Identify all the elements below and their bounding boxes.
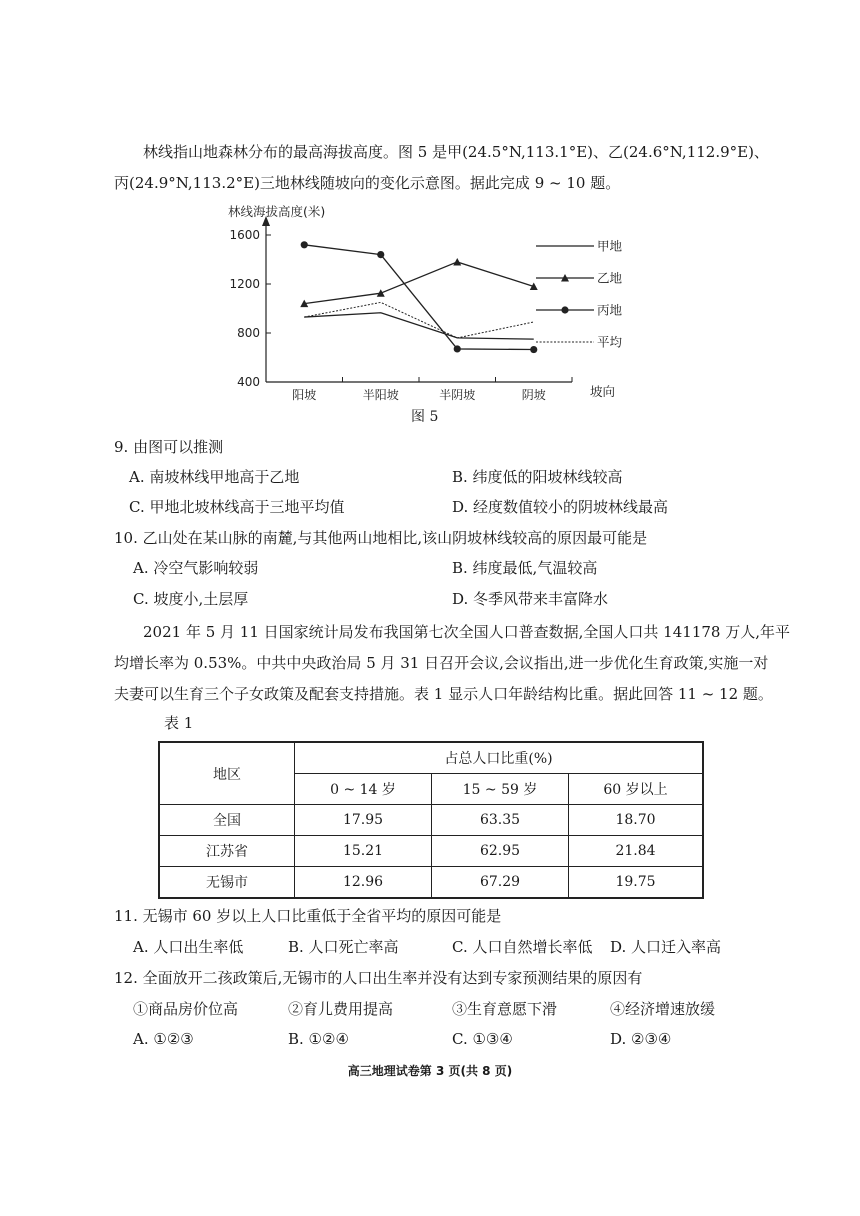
q9-option-c[interactable]: C. 甲地北坡林线高于三地平均值 xyxy=(129,498,345,516)
series-line-丙地 xyxy=(304,245,534,350)
header-region: 地区 xyxy=(159,742,295,805)
cell-value: 21.84 xyxy=(569,836,704,867)
data-point xyxy=(454,345,461,352)
population-age-table xyxy=(158,741,704,899)
y-tick-label: 1200 xyxy=(229,277,260,291)
q11-option-b[interactable]: B. 人口死亡率高 xyxy=(288,938,399,956)
q10-option-d[interactable]: D. 冬季风带来丰富降水 xyxy=(452,590,609,608)
y-tick-label: 800 xyxy=(237,326,260,340)
header-group: 占总人口比重(%) xyxy=(295,742,704,774)
legend-label: 乙地 xyxy=(597,270,623,286)
q12-statement-2: ②育儿费用提高 xyxy=(288,1000,394,1018)
q9-option-b[interactable]: B. 纬度低的阳坡林线较高 xyxy=(452,468,623,486)
series-line-甲地 xyxy=(304,313,534,339)
table-row xyxy=(159,805,703,836)
intro-line-2: 丙(24.9°N,113.2°E)三地林线随坡向的变化示意图。据此完成 9 ~ 10 题。 xyxy=(114,174,621,192)
q12-option-b[interactable]: B. ①②④ xyxy=(288,1030,349,1048)
x-tick-label: 阳坡 xyxy=(292,388,317,402)
series-line-平均 xyxy=(304,302,534,338)
cell-value: 18.70 xyxy=(569,805,704,836)
figure-5-line-chart xyxy=(222,198,642,428)
q12-statement-4: ④经济增速放缓 xyxy=(610,1000,716,1018)
y-tick-label: 1600 xyxy=(229,228,260,242)
legend-marker xyxy=(561,306,568,313)
q10-option-c[interactable]: C. 坡度小,土层厚 xyxy=(133,590,249,608)
x-tick-label: 半阳坡 xyxy=(362,388,399,402)
q12-statement-3: ③生育意愿下滑 xyxy=(452,1000,558,1018)
cell-value: 12.96 xyxy=(295,867,432,899)
data-point xyxy=(377,251,384,258)
intro2-line-3: 夫妻可以生育三个子女政策及配套支持措施。表 1 显示人口年龄结构比重。据此回答 11 ~ 12 题。 xyxy=(114,685,773,703)
data-point xyxy=(301,241,308,248)
q9-stem: 9. 由图可以推测 xyxy=(114,438,224,456)
cell-value: 62.95 xyxy=(432,836,569,867)
page-footer: 高三地理试卷第 3 页(共 8 页) xyxy=(347,1064,513,1078)
series-line-乙地 xyxy=(304,262,534,304)
intro2-line-2: 均增长率为 0.53%。中共中央政治局 5 月 31 日召开会议,会议指出,进一步优化生育政策,实施一对 xyxy=(114,654,769,672)
q11-stem: 11. 无锡市 60 岁以上人口比重低于全省平均的原因可能是 xyxy=(114,907,502,925)
header-col-15-59: 15 ~ 59 岁 xyxy=(432,774,569,805)
intro-line-1: 林线指山地森林分布的最高海拔高度。图 5 是甲(24.5°N,113.1°E)、乙(24.6°N,112.9°E)、 xyxy=(143,143,769,161)
row-region: 全国 xyxy=(159,805,295,836)
q12-option-d[interactable]: D. ②③④ xyxy=(610,1030,672,1048)
x-axis-label: 坡向 xyxy=(590,384,616,399)
data-point xyxy=(453,258,461,266)
q12-stem: 12. 全面放开二孩政策后,无锡市的人口出生率并没有达到专家预测结果的原因有 xyxy=(114,969,643,987)
q10-stem: 10. 乙山处在某山脉的南麓,与其他两山地相比,该山阴坡林线较高的原因最可能是 xyxy=(114,529,648,547)
q11-option-d[interactable]: D. 人口迁入率高 xyxy=(610,938,722,956)
q12-statement-1: ①商品房价位高 xyxy=(133,1000,239,1018)
legend-label: 甲地 xyxy=(597,238,623,254)
q10-option-b[interactable]: B. 纬度最低,气温较高 xyxy=(452,559,598,577)
intro2-line-1: 2021 年 5 月 11 日国家统计局发布我国第七次全国人口普查数据,全国人口共 141178 万人,年平 xyxy=(143,623,790,641)
row-region: 无锡市 xyxy=(159,867,295,899)
cell-value: 67.29 xyxy=(432,867,569,899)
legend-label: 丙地 xyxy=(597,302,623,318)
q10-option-a[interactable]: A. 冷空气影响较弱 xyxy=(133,559,259,577)
cell-value: 17.95 xyxy=(295,805,432,836)
q11-option-c[interactable]: C. 人口自然增长率低 xyxy=(452,938,593,956)
q11-option-a[interactable]: A. 人口出生率低 xyxy=(133,938,244,956)
q9-option-a[interactable]: A. 南坡林线甲地高于乙地 xyxy=(129,468,300,486)
cell-value: 15.21 xyxy=(295,836,432,867)
cell-value: 19.75 xyxy=(569,867,704,899)
header-col-60-plus: 60 岁以上 xyxy=(569,774,704,805)
q9-option-d[interactable]: D. 经度数值较小的阴坡林线最高 xyxy=(452,498,669,516)
header-col-0-14: 0 ~ 14 岁 xyxy=(295,774,432,805)
x-tick-label: 阴坡 xyxy=(521,388,546,402)
x-tick-label: 半阴坡 xyxy=(439,388,476,402)
q12-option-c[interactable]: C. ①③④ xyxy=(452,1030,513,1048)
q12-option-a[interactable]: A. ①②③ xyxy=(133,1030,194,1048)
data-point xyxy=(530,346,537,353)
table-row xyxy=(159,836,703,867)
figure-caption: 图 5 xyxy=(411,409,439,425)
y-axis-label: 林线海拔高度(米) xyxy=(228,204,326,219)
table-row xyxy=(159,867,703,899)
legend-label: 平均 xyxy=(597,334,623,350)
row-region: 江苏省 xyxy=(159,836,295,867)
cell-value: 63.35 xyxy=(432,805,569,836)
table-caption: 表 1 xyxy=(164,714,194,732)
y-tick-label: 400 xyxy=(237,375,260,389)
